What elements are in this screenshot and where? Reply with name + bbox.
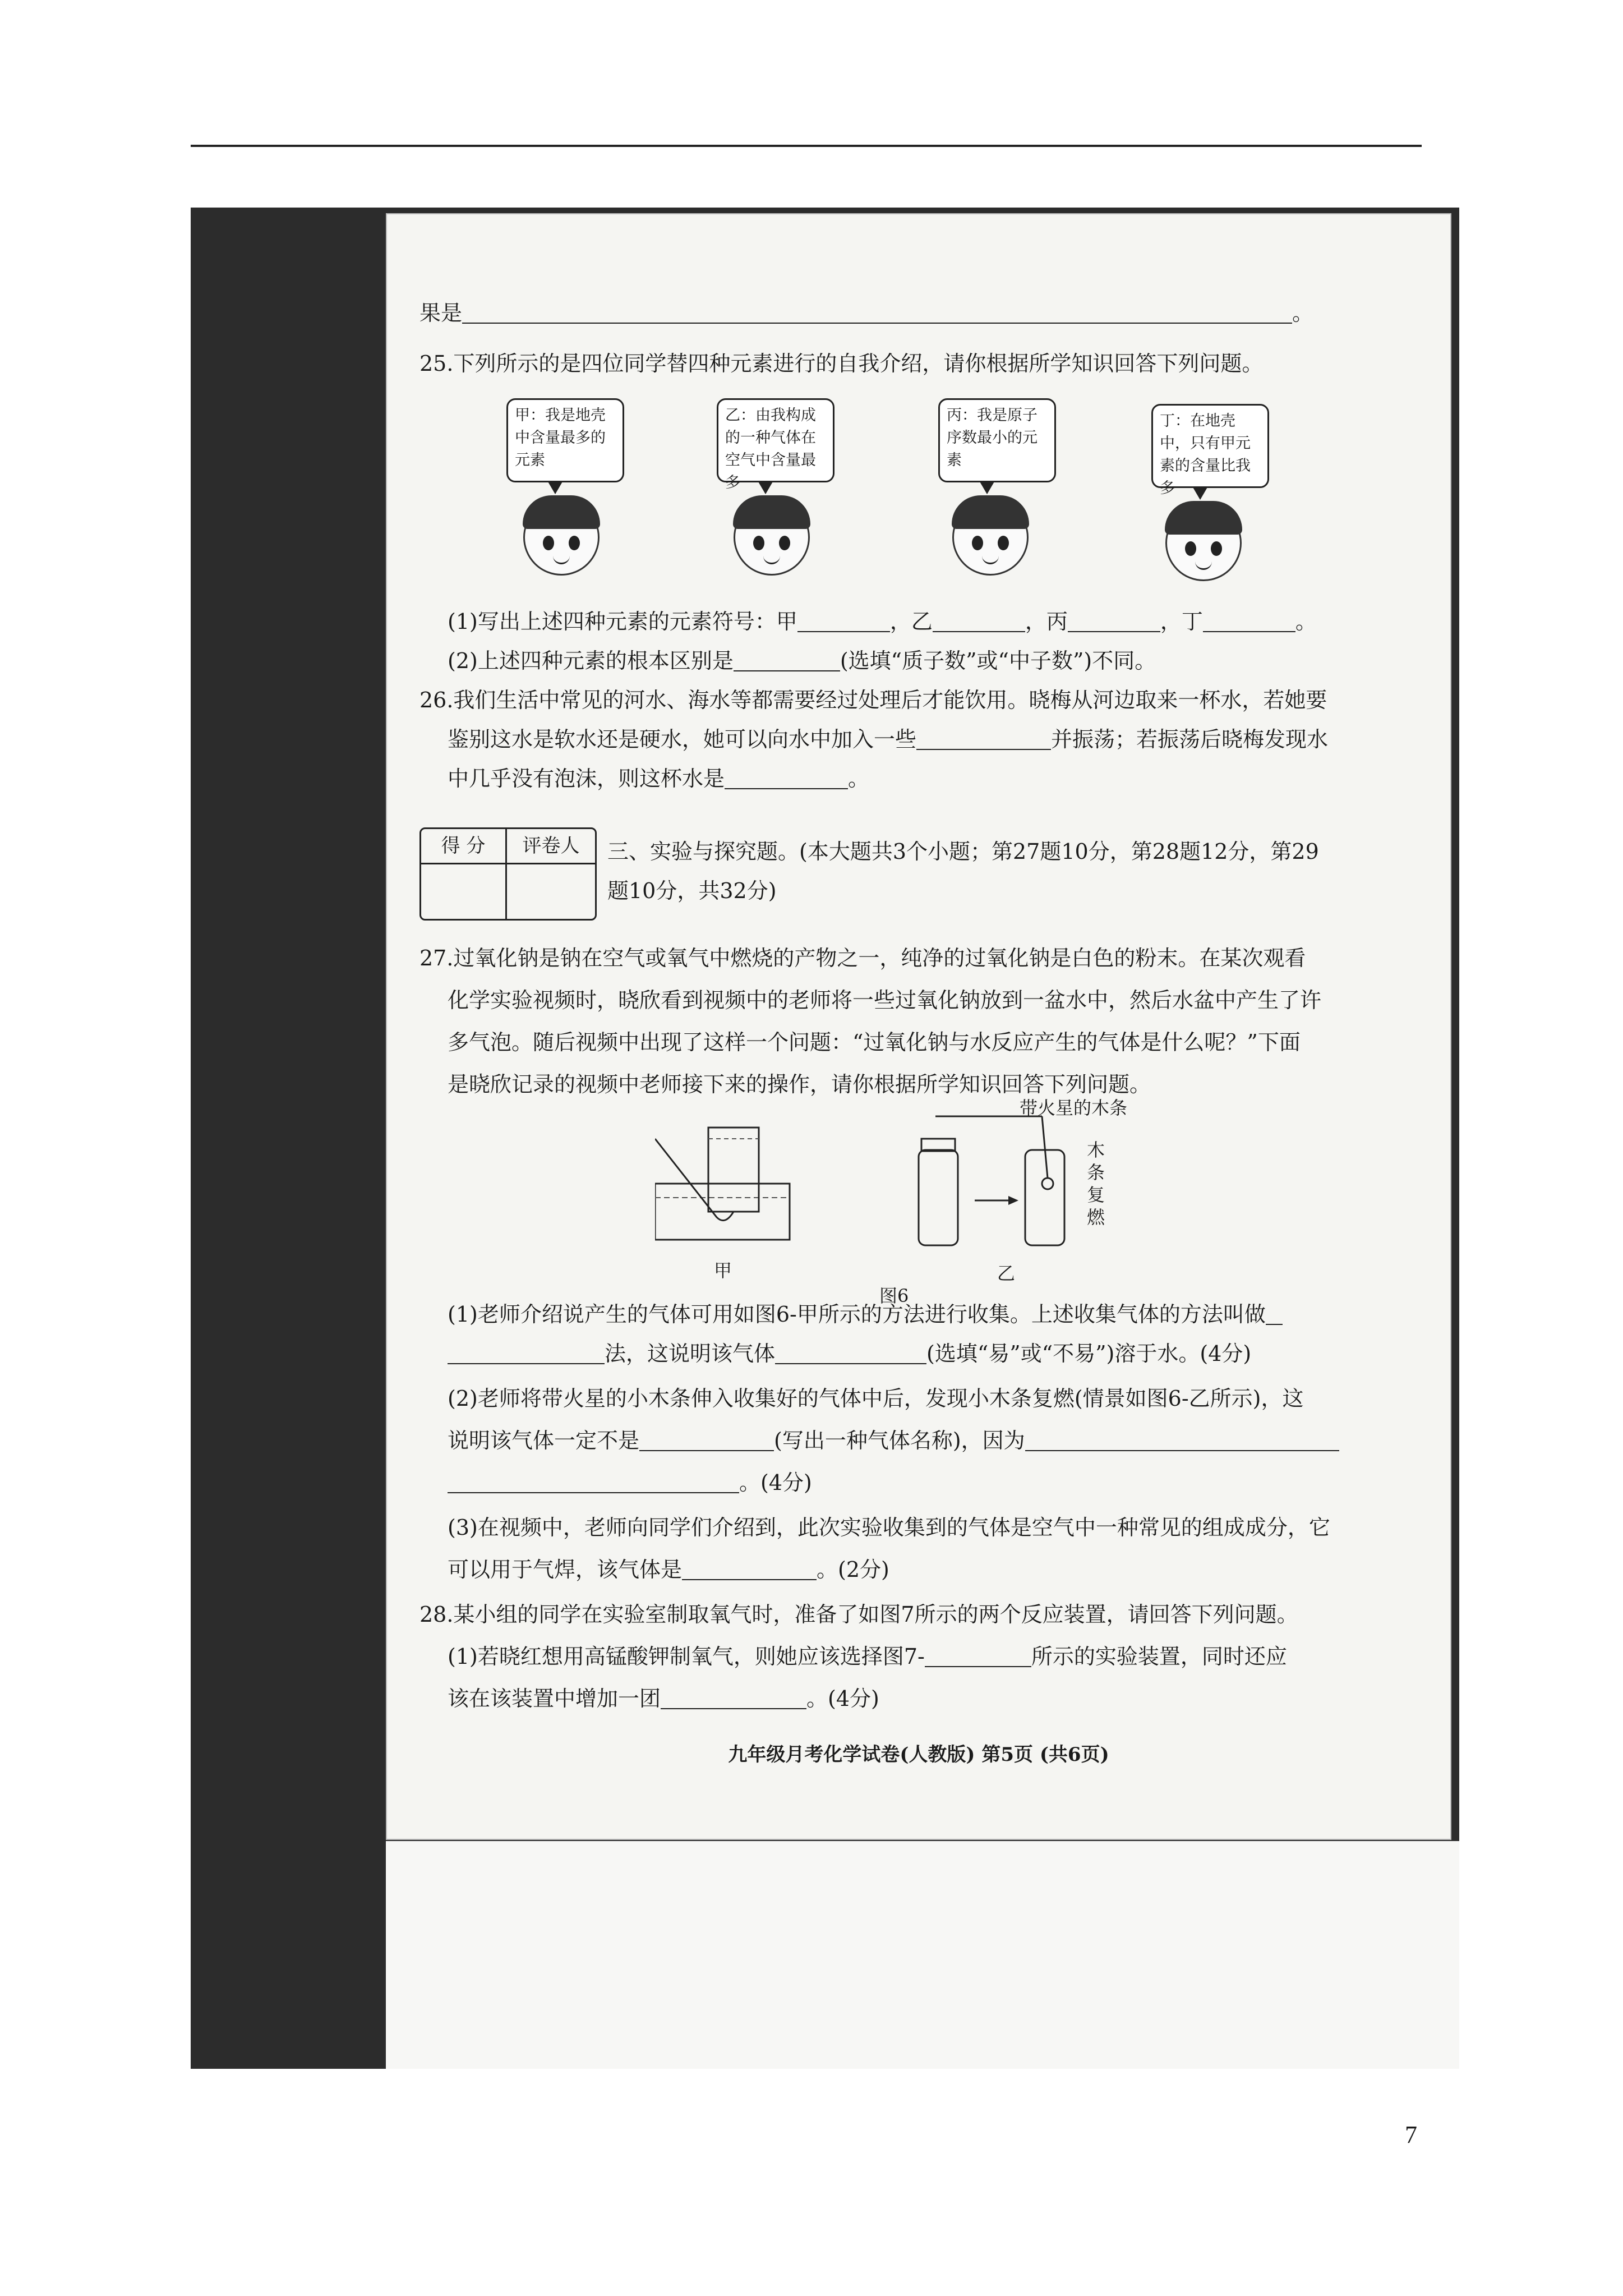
q25-stem: 25.下列所示的是四位同学替四种元素进行的自我介绍，请你根据所学知识回答下列问题。 bbox=[419, 351, 1264, 376]
boy-avatar-jia bbox=[523, 499, 600, 576]
bubble-jia: 甲：我是地壳中含量最多的元素 bbox=[506, 398, 624, 482]
bubble-ding: 丁：在地壳中，只有甲元素的含量比我多 bbox=[1151, 404, 1269, 488]
answer-blank[interactable] bbox=[682, 1557, 817, 1580]
section3-title-line1: 三、实验与探究题。(本大题共3个小题；第27题10分，第28题12分，第29 bbox=[607, 839, 1319, 864]
grader-label: 评卷人 bbox=[522, 835, 580, 857]
answer-blank[interactable] bbox=[725, 766, 848, 789]
q27-line1: 27.过氧化钠是钠在空气或氧气中燃烧的产物之一，纯净的过氧化钠是白色的粉末。在某次观看 bbox=[419, 946, 1306, 970]
answer-blank[interactable] bbox=[933, 609, 1025, 632]
answer-blank[interactable] bbox=[734, 648, 840, 671]
q27-part2-line3: 。(4分) bbox=[448, 1467, 812, 1498]
page-footer: 九年级月考化学试卷(人教版) 第5页 (共6页) bbox=[728, 1743, 1109, 1766]
answer-blank[interactable] bbox=[639, 1428, 774, 1451]
q27-part2-line1: (2)老师将带火星的小木条伸入收集好的气体中后，发现小木条复燃(情景如图6-乙所示)，这 bbox=[448, 1386, 1304, 1411]
answer-blank[interactable] bbox=[925, 1644, 1031, 1667]
bubble-bing: 丙：我是原子序数最小的元素 bbox=[938, 398, 1056, 482]
q26-line1: 26.我们生活中常见的河水、海水等都需要经过处理后才能饮用。晓梅从河边取来一杯水，若她要 bbox=[419, 688, 1327, 712]
answer-blank[interactable] bbox=[1068, 609, 1160, 632]
figure-label-glowing-stick: 带火星的木条 bbox=[1020, 1097, 1128, 1119]
q27-line3: 多气泡。随后视频中出现了这样一个问题：“过氧化钠与水反应产生的气体是什么呢？”下面 bbox=[448, 1030, 1301, 1055]
answer-blank[interactable] bbox=[775, 1341, 926, 1364]
q27-line2: 化学实验视频时，晓欣看到视频中的老师将一些过氧化钠放到一盆水中，然后水盆中产生了许 bbox=[448, 988, 1322, 1013]
q28-part1-line1: (1)若晓红想用高锰酸钾制氧气，则她应该选择图7- 所示的实验装置，同时还应 bbox=[448, 1644, 1287, 1669]
figure-6-drawing bbox=[655, 1105, 1216, 1279]
figure-6 bbox=[655, 1097, 1216, 1306]
girl-avatar-bing bbox=[952, 499, 1029, 576]
figure-caption: 图6 bbox=[879, 1285, 909, 1306]
answer-blank[interactable] bbox=[916, 726, 1051, 750]
exam-page bbox=[386, 213, 1451, 1840]
answer-blank[interactable] bbox=[661, 1686, 806, 1709]
girl-avatar-ding bbox=[1165, 505, 1242, 581]
answer-blank[interactable] bbox=[1203, 609, 1295, 632]
figure-label-jia: 甲 bbox=[714, 1260, 732, 1281]
q28-part1-line2: 该在该装置中增加一团 。(4分) bbox=[448, 1686, 879, 1711]
q24-tail-text: 果是 bbox=[419, 301, 463, 325]
figure-label-stick-relights: 木条复燃 bbox=[1087, 1139, 1105, 1228]
q26-line2: 鉴别这水是软水还是硬水，她可以向水中加入一些 并振荡；若振荡后晓梅发现水 bbox=[448, 727, 1329, 752]
section3-title-line2: 题10分，共32分) bbox=[607, 878, 777, 903]
q25-part1: (1)写出上述四种元素的元素符号：甲 ，乙 ，丙 ，丁 。 bbox=[448, 609, 1317, 634]
answer-blank[interactable] bbox=[797, 609, 890, 632]
q25-part2: (2)上述四种元素的根本区别是 (选填“质子数”或“中子数”)不同。 bbox=[448, 648, 1156, 673]
score-label: 得 分 bbox=[441, 835, 486, 857]
q27-line4: 是晓欣记录的视频中老师接下来的操作，请你根据所学知识回答下列问题。 bbox=[448, 1072, 1151, 1097]
scan-bottom-blank bbox=[386, 1841, 1459, 2069]
q27-part1-line2: 法，这说明该气体 (选填“易”或“不易”)溶于水。(4分) bbox=[448, 1338, 1251, 1369]
header-rule bbox=[191, 145, 1422, 147]
figure-label-yi: 乙 bbox=[997, 1263, 1016, 1284]
q24-tail-line: 果是 。 bbox=[419, 301, 1314, 325]
boy-avatar-yi bbox=[734, 499, 810, 576]
q26-line3: 中几乎没有泡沫，则这杯水是 。 bbox=[448, 766, 870, 791]
answer-blank[interactable] bbox=[1025, 1428, 1339, 1451]
page-number: 7 bbox=[1405, 2121, 1417, 2148]
answer-blank[interactable] bbox=[1266, 1301, 1283, 1325]
bubble-yi: 乙：由我构成的一种气体在空气中含量最多 bbox=[717, 398, 834, 482]
q27-part3-line2: 可以用于气焊，该气体是 。(2分) bbox=[448, 1557, 889, 1582]
answer-blank[interactable] bbox=[448, 1470, 739, 1493]
answer-blank[interactable] bbox=[462, 300, 1292, 324]
q27-part1-line1: (1)老师介绍说产生的气体可用如图6-甲所示的方法进行收集。上述收集气体的方法叫做 bbox=[448, 1299, 1283, 1330]
score-box bbox=[419, 827, 597, 921]
q27-part3-line1: (3)在视频中，老师向同学们介绍到，此次实验收集到的气体是空气中一种常见的组成成分，它 bbox=[448, 1515, 1330, 1540]
answer-blank[interactable] bbox=[448, 1341, 605, 1364]
q28-stem: 28.某小组的同学在实验室制取氧气时，准备了如图7所示的两个反应装置，请回答下列问题。 bbox=[419, 1602, 1298, 1627]
q27-part2-line2: 说明该气体一定不是 (写出一种气体名称)，因为 bbox=[448, 1425, 1339, 1456]
